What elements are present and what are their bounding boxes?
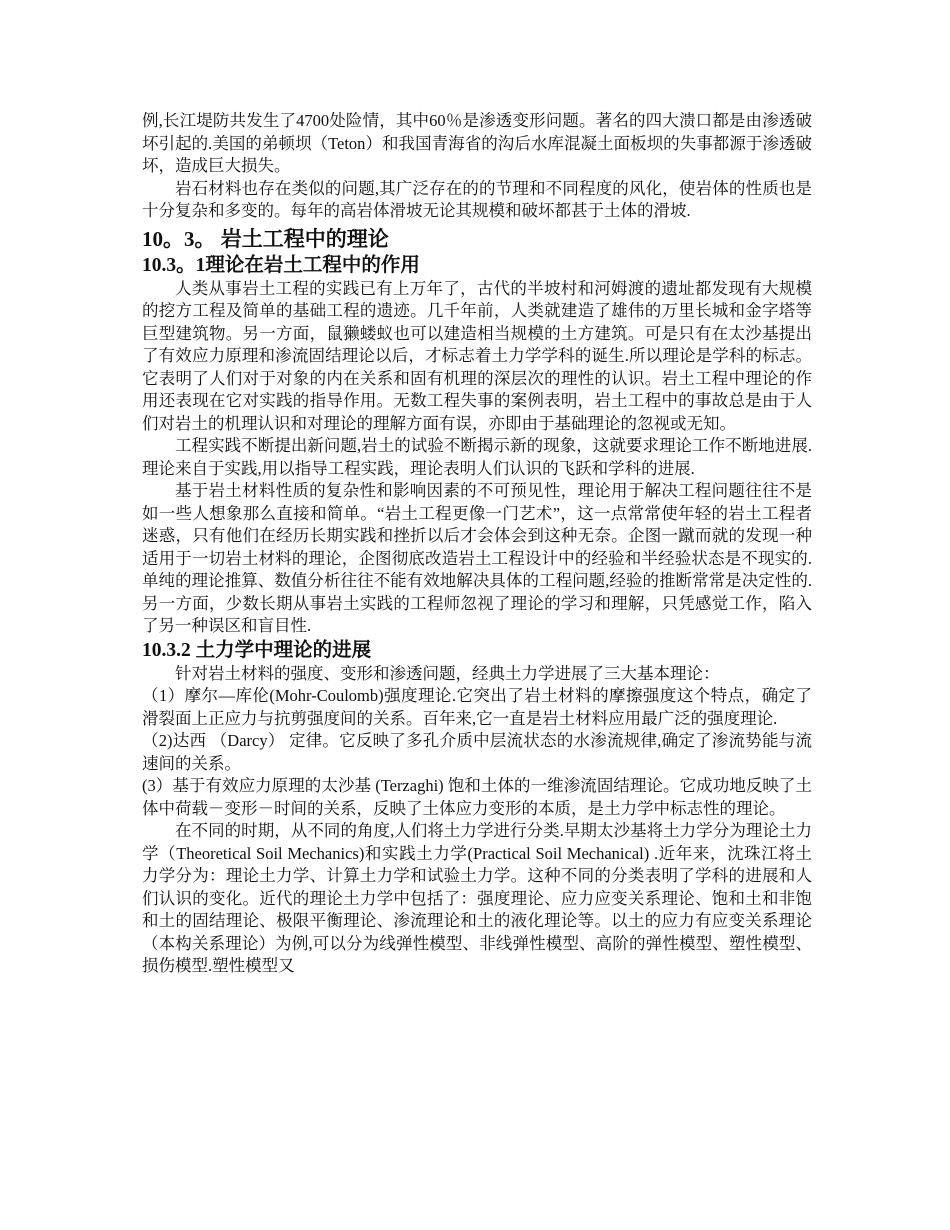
subsection-heading: 10.3.2 土力学中理论的进展 <box>142 639 372 661</box>
body-paragraph: 基于岩土材料性质的复杂性和影响因素的不可预见性，理论用于解决工程问题往往不是如一些人想象那么直接和简单。“岩土工程更像一门艺术”，这一点常常使年轻的岩土工程者迷惑，只有他们在经历长期实践和挫折以后才会体会到这种无奈。企图一蹴而就的发现一种适用于一切岩土材料的理论，企图彻底改造岩土工程设计中的经验和半经验状态是不现实的.单纯的理论推算、数值分析往往不能有效地解决具体的工程问题,经验的推断常常是决定性的.另一方面，少数长期从事岩土实践的工程师忽视了理论的学习和理解，只凭感觉工作，陷入了另一种误区和盲目性. <box>142 481 812 635</box>
body-paragraph: 岩石材料也存在类似的问题,其广泛存在的的节理和不同程度的风化，使岩体的性质也是十分复杂和多变的。每年的高岩体滑坡无论其规模和破坏都甚于土体的滑坡. <box>142 178 812 220</box>
section-heading: 10。3。 岩土工程中的理论 <box>142 226 389 251</box>
body-paragraph: 在不同的时期，从不同的角度,人们将土力学进行分类.早期太沙基将土力学分为理论土力学（Theoretical Soil Mechanics)和实践土力学(Practical Soil Mechanical) .近年来，沈珠江将土力学分为：理论土力学、计算土力学和试验土力学。这种不同的分类表明了学科的进展和人们认识的变化。近代的理论土力学中包括了：强度理论、应力应变关系理论、饱和土和非饱和土的固结理论、极限平衡理论、渗流理论和土的液化理论等。以土的应力有应变关系理论（本构关系理论）为例,可以分为线弹性模型、非线弹性模型、高阶的弹性模型、塑性模型、损伤模型.塑性模型又 <box>142 821 812 975</box>
theory-list-item: （2)达西 （Darcy） 定律。它反映了多孔介质中层流状态的水渗流规律,确定了渗流势能与流速间的关系。 <box>142 731 812 773</box>
body-paragraph: 工程实践不断提出新问题,岩土的试验不断揭示新的现象，这就要求理论工作不断地进展.理论来自于实践,用以指导工程实践，理论表明人们认识的飞跃和学科的进展. <box>142 436 812 478</box>
theory-list-item: （1）摩尔—库伦(Mohr-Coulomb)强度理论.它突出了岩土材料的摩擦强度这个特点，确定了滑裂面上正应力与抗剪强度间的关系。百年来,它一直是岩土材料应用最广泛的强度理论. <box>142 686 812 728</box>
body-paragraph: 例,长江堤防共发生了4700处险情，其中60％是渗透变形问题。著名的四大溃口都是由渗透破坏引起的.美国的弟顿坝（Teton）和我国青海省的沟后水库混凝土面板坝的失事都源于渗透破坏，造成巨大损失。 <box>142 111 812 175</box>
subsection-heading: 10.3。1理论在岩土工程中的作用 <box>142 254 420 276</box>
body-paragraph: 针对岩土材料的强度、变形和渗透问题，经典土力学进展了三大基本理论： <box>175 663 720 683</box>
document-page <box>142 110 812 978</box>
body-paragraph: 人类从事岩土工程的实践已有上万年了，古代的半坡村和河姆渡的遗址都发现有大规模的挖方工程及简单的基础工程的遗迹。几千年前，人类就建造了雄伟的万里长城和金字塔等巨型建筑物。另一方面，鼠獭蝼蚁也可以建造相当规模的土方建筑。可是只有在太沙基提出了有效应力原理和渗流固结理论以后，才标志着土力学学科的诞生.所以理论是学科的标志。它表明了人们对于对象的内在关系和固有机理的深层次的理性的认识。岩土工程中理论的作用还表现在它对实践的指导作用。无数工程失事的案例表明，岩土工程中的事故总是由于人们对岩土的机理认识和对理论的理解方面有误，亦即由于基础理论的忽视或无知。 <box>142 278 812 433</box>
theory-list-item: (3）基于有效应力原理的太沙基 (Terzaghi) 饱和土体的一维渗流固结理论。它成功地反映了土体中荷载－变形－时间的关系，反映了土体应力变形的本质，是土力学中标志性的理论。 <box>142 776 812 818</box>
